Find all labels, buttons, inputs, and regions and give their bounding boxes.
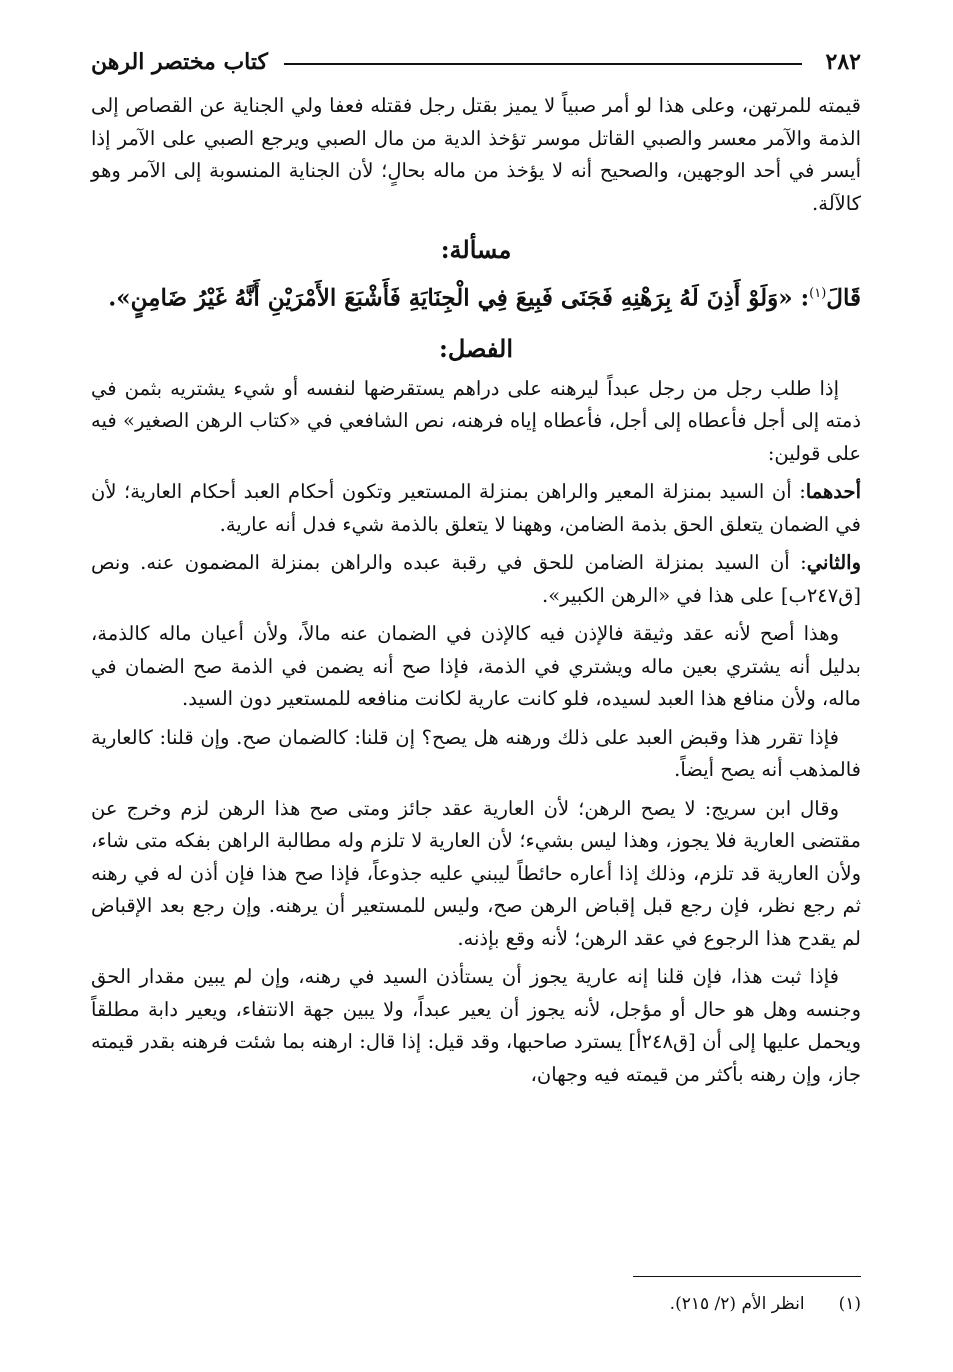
quoted-text xyxy=(91,274,861,319)
paragraph-first-opinion xyxy=(91,476,861,541)
header-rule xyxy=(284,63,802,65)
paragraph-4: وهذا أصح لأنه عقد وثيقة فالإذن فيه كالإذن في الضمان عنه مالاً، ولأن أعيان ماله كالذمة، بدليل أنه يشتري بعين ماله ويشتري في الذمة، فإذا صح أنه يضمن في الذمة صح الضمان في ماله، ولأن منافع هذا العبد لسيده، فلو كانت عارية لكانت منافعه للمستعير دون السيد. xyxy=(91,622,861,711)
first-opinion-text: : أن السيد بمنزلة المعير والراهن بمنزلة المستعير وتكون أحكام العبد أحكام العارية؛ لأن في الضمان يتعلق الحق بذمة الضامن، وههنا لا يتعلق بالذمة شيء فدل أنه عارية. xyxy=(91,480,861,536)
footnote-ref: (١) xyxy=(809,286,827,301)
footnote-rule xyxy=(633,1276,861,1277)
paragraph-intro: قيمته للمرتهن، وعلى هذا لو أمر صبياً لا يميز بقتل رجل فقتله فعفا ولي الجناية عن القصاص إلى الذمة والآمر معسر والصبي القاتل موسر تؤخذ الدية من مال الصبي ويرجع الصبي على الآمر إذا أيسر في أحد الوجهين، والصحيح أنه لا يؤخذ من ماله بحالٍ؛ لأن الجناية المنسوبة إلى الآمر وهو كالآلة. xyxy=(91,94,861,215)
paragraph-5: فإذا تقرر هذا وقبض العبد على ذلك ورهنه هل يصح؟ إن قلنا: كالضمان صح. وإن قلنا: كالعارية فالمذهب أنه يصح أيضاً. xyxy=(91,725,861,782)
paragraph-7: فإذا ثبت هذا، فإن قلنا إنه عارية يجوز أن يستأذن السيد في رهنه، وإن لم يبين مقدار الحق وجنسه وهل هو حال أو مؤجل، لأنه يجوز أن يعير عبداً، ولا يبين جهة الانتفاء، ويعير دابة مطلقاً ويحمل عليها إلى أن [ق٢٤٨أ] يسترد صاحبها، وقد قيل: إذا قال: ارهنه بما شئت فرهنه بقدر قيمته جاز، وإن رهنه بأكثر من قيمته فيه وجهان، xyxy=(91,965,861,1086)
running-header xyxy=(91,40,861,84)
paragraph-second-opinion xyxy=(91,547,861,612)
footnote-number: (١) xyxy=(838,1294,861,1314)
quote-lead: قَالَ xyxy=(826,284,861,312)
paragraph-1: إذا طلب رجل من رجل عبداً ليرهنه على دراهم يستقرضها لنفسه أو شيء يشتريه بثمن في ذمته إلى أجل فأعطاه إلى أجل، فأعطاه إياه فرهنه، نص الشافعي في «كتاب الرهن الصغير» فيه على قولين: xyxy=(91,376,861,465)
footnote-text: انظر الأم (٢/ ٢١٥). xyxy=(669,1294,805,1314)
fasl-heading: الفصل: xyxy=(439,333,513,363)
book-title: كتاب مختصر الرهن xyxy=(91,49,268,75)
footnote xyxy=(261,1290,861,1318)
first-opinion-lead: أحدهما xyxy=(805,480,861,504)
masala-heading: مسألة: xyxy=(440,235,512,264)
quote-body: : «وَلَوْ أَذِنَ لَهُ بِرَهْنِهِ فَجَنَى فَبِيعَ فِي الْجِنَايَةِ فَأَشْبَعَ الأَمْرَيْنِ أَنَّهُ غَيْرُ ضَامِنٍ». xyxy=(108,284,810,312)
paragraph-6: وقال ابن سريج: لا يصح الرهن؛ لأن العارية عقد جائز ومتى صح هذا الرهن لزم وخرج عن مقتضى العارية فلا يجوز، وهذا ليس بشيء؛ لأن العارية لا تلزم وله مطالبة الراهن بفكه متى شاء، ولأن العارية قد تلزم، وذلك إذا أعاره حائطاً ليبني عليه جذوعاً، فإذا صح هذا فإن أذن له في رهنه ثم رجع نظر، فإن رجع قبل إقباض الرهن صح، وليس للمستعير أن يرهنه. وإن رجع بعد الإقباض لم يقدح هذا الرجوع في عقد الرهن؛ لأنه وقع بإذنه. xyxy=(91,796,861,950)
page-body xyxy=(91,40,861,1091)
second-opinion-text: : أن السيد بمنزلة الضامن للحق في رقبة عبده والراهن بمنزلة المضمون عنه. ونص [ق٢٤٧ب] على هذا في «الرهن الكبير». xyxy=(91,551,861,607)
second-opinion-lead: والثاني xyxy=(806,551,861,575)
page-number: ٢٨٢ xyxy=(825,49,861,75)
